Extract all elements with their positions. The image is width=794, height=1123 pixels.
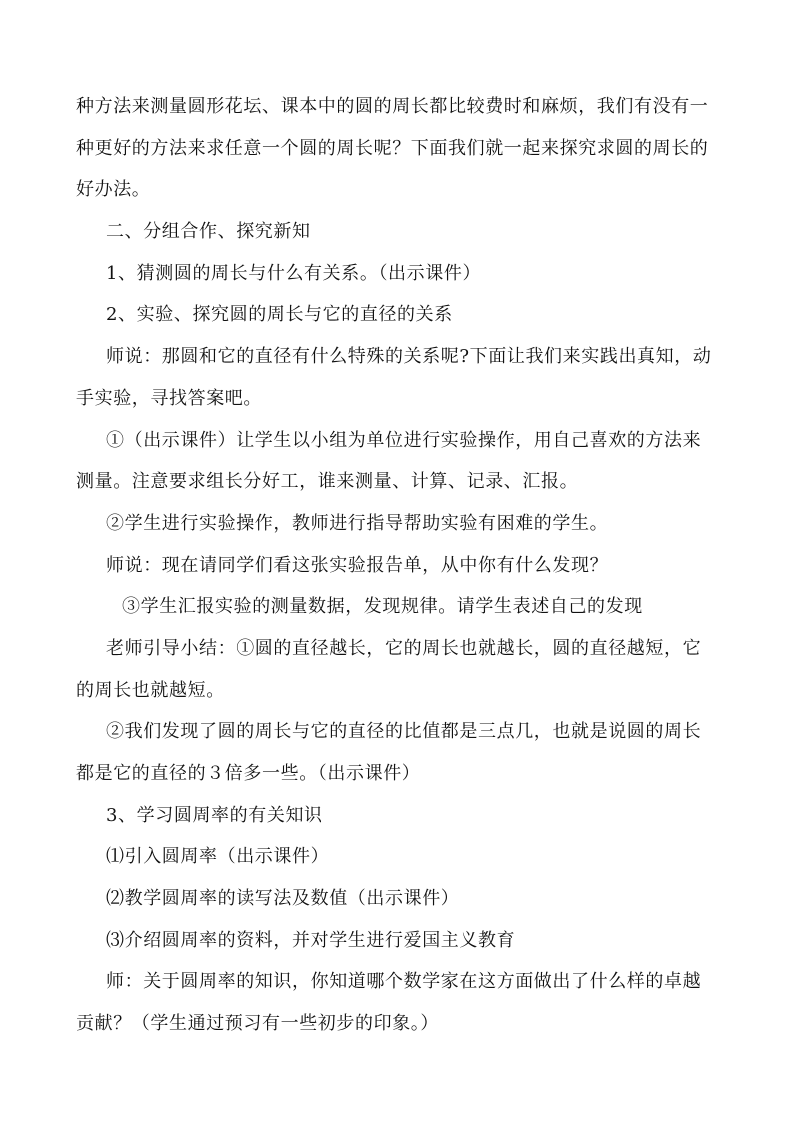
paragraph-line: 老师引导小结：①圆的直径越长，它的周长也就越长，圆的直径越短，它 (106, 637, 702, 659)
section-heading: 二、分组合作、探究新知 (106, 221, 311, 243)
paragraph-line: 测量。注意要求组长分好工，谁来测量、计算、记录、汇报。 (76, 471, 579, 493)
paragraph-line: 师说：那圆和它的直径有什么特殊的关系呢?下面让我们来实践出真知，动 (106, 346, 712, 368)
paragraph-line: ②我们发现了圆的周长与它的直径的比值都是三点几，也就是说圆的周长 (106, 721, 702, 743)
paragraph-line: 贡献？（学生通过预习有一些初步的印象。） (76, 1013, 439, 1035)
paragraph-line: ③学生汇报实验的测量数据，发现规律。请学生表述自己的发现 (122, 596, 643, 618)
paragraph-line: 种更好的方法来求任意一个圆的周长呢？下面我们就一起来探究求圆的周长的 (76, 137, 709, 159)
paragraph-line: 师说：现在请同学们看这张实验报告单，从中你有什么发现？ (106, 554, 609, 576)
list-item: ⑶介绍圆周率的资料，并对学生进行爱国主义教育 (106, 929, 516, 951)
list-item: ⑴引入圆周率（出示课件） (106, 846, 330, 868)
document-body (76, 86, 716, 1045)
paragraph-line: 种方法来测量圆形花坛、课本中的圆的周长都比较费时和麻烦，我们有没有一 (76, 96, 709, 117)
paragraph-line: 都是它的直径的３倍多一些。（出示课件） (76, 763, 421, 784)
step-heading: 3、学习圆周率的有关知识 (106, 804, 323, 826)
paragraph-line: 手实验，寻找答案吧。 (76, 387, 262, 409)
paragraph-line: ②学生进行实验操作，教师进行指导帮助实验有困难的学生。 (106, 512, 609, 534)
paragraph-line: 师：关于圆周率的知识，你知道哪个数学家在这方面做出了什么样的卓越 (106, 971, 702, 993)
list-item: ⑵教学圆周率的读写法及数值（出示课件） (106, 888, 460, 910)
step-heading: 2、实验、探究圆的周长与它的直径的关系 (106, 304, 453, 326)
step-heading: 1、猜测圆的周长与什么有关系。（出示课件） (106, 262, 482, 284)
paragraph-line: 好办法。 (76, 179, 151, 201)
paragraph-line: ①（出示课件）让学生以小组为单位进行实验操作，用自己喜欢的方法来 (106, 429, 702, 451)
paragraph-line: 的周长也就越短。 (76, 679, 225, 701)
